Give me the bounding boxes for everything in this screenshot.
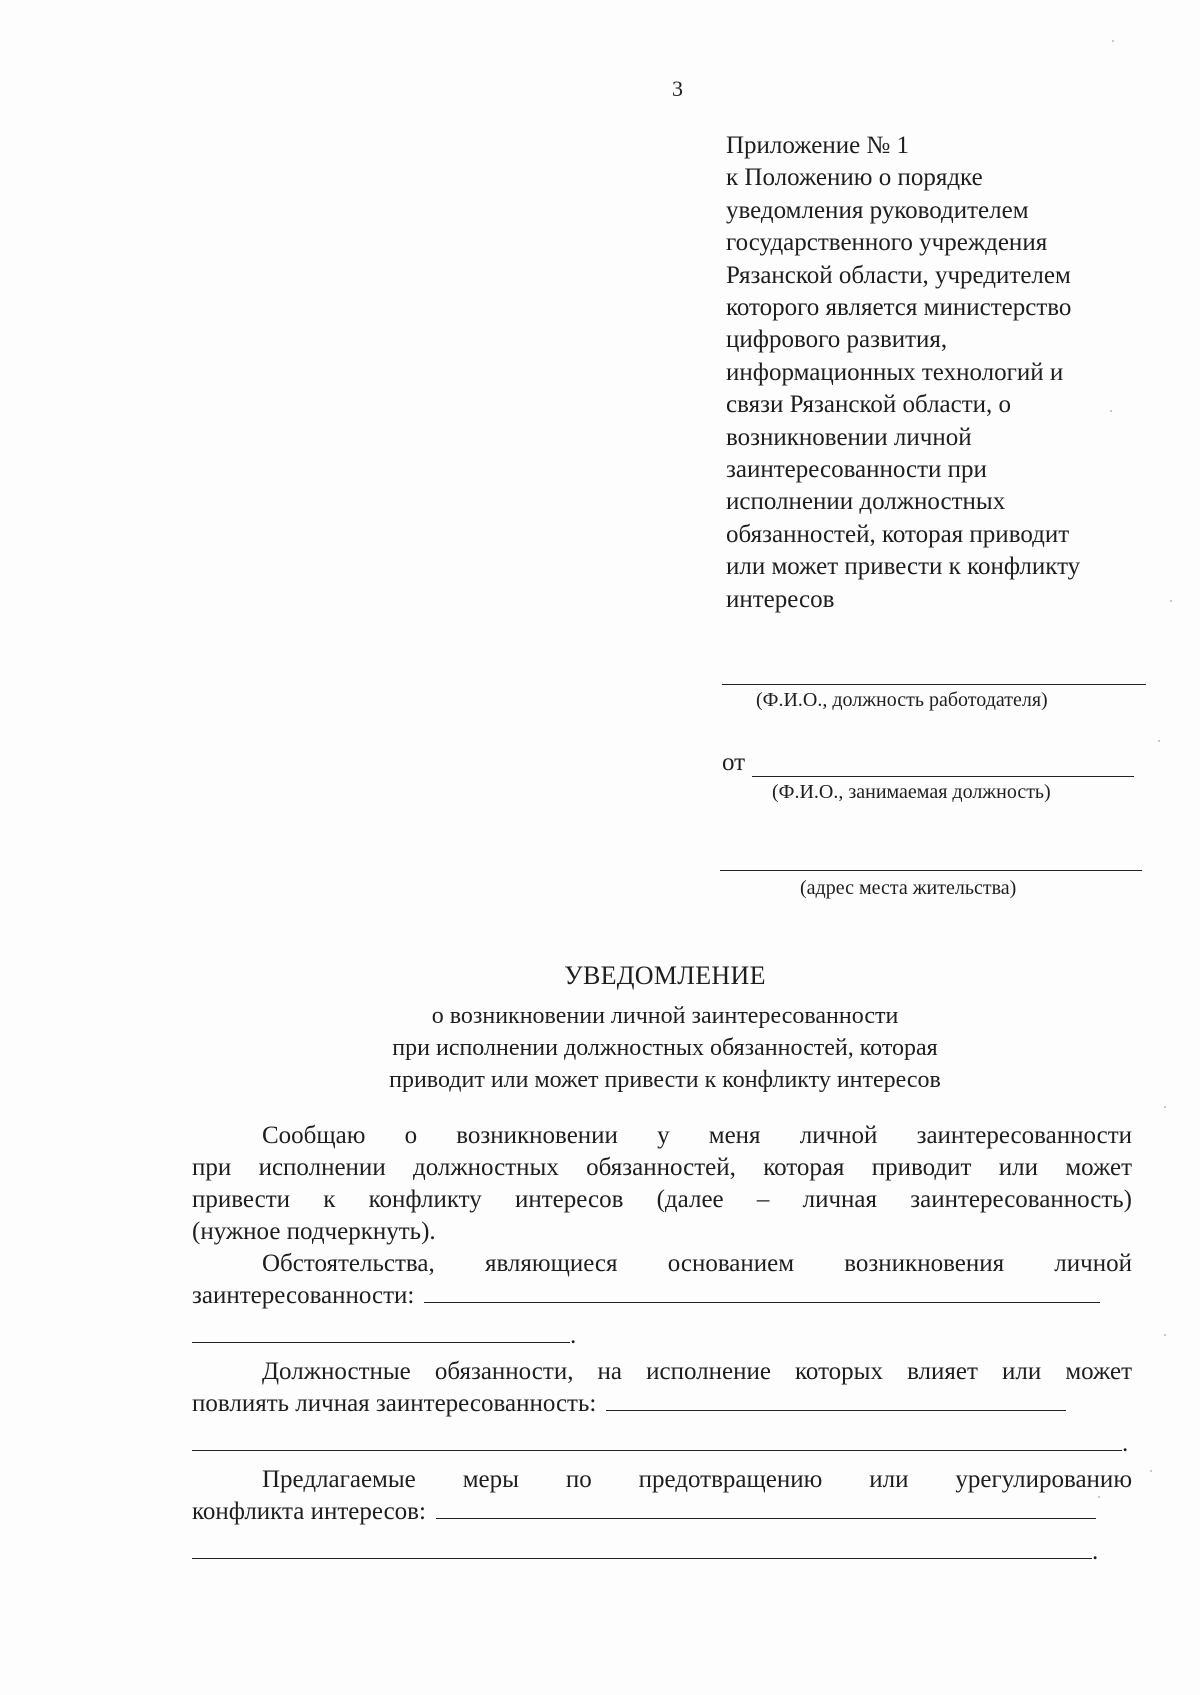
body-line: привести к конфликту интересов (далее – личная заинтересованность) [192,1186,1132,1213]
duties-fill-line[interactable] [606,1388,1066,1411]
measures-end: . [1092,1538,1099,1565]
appendix-line: уведомления руководителем [726,196,1029,224]
scan-speck [1098,1496,1100,1498]
appendix-line: к Положению о порядке [726,164,983,192]
scan-speck [1170,600,1172,602]
scan-speck [1164,1106,1166,1108]
document-subtitle [0,1000,1200,1096]
circumstances-label: заинтересованности: [192,1282,415,1309]
appendix-header [726,130,1146,616]
circumstances-end: . [570,1322,577,1349]
circumstances-fill-line-2[interactable] [192,1320,570,1343]
body-line: Должностные обязанности, на исполнение которых влияет или может [262,1358,1132,1385]
appendix-line: исполнении должностных [726,488,1006,516]
sender-fill-line[interactable] [752,776,1134,777]
appendix-line: интересов [726,585,835,613]
body-line: (нужное подчеркнуть). [192,1218,436,1245]
duties-row-2 [192,1428,1132,1460]
duties-fill-line-2[interactable] [192,1428,1122,1451]
appendix-line: цифрового развития, [726,326,948,354]
sender-caption: (Ф.И.О., занимаемая должность) [772,781,1051,803]
document-body [192,1120,1132,1568]
circumstances-row [192,1280,1132,1312]
appendix-line: государственного учреждения [726,229,1048,257]
employer-fill-line[interactable] [722,684,1146,685]
appendix-line: связи Рязанской области, о [726,391,1012,419]
duties-row [192,1388,1132,1420]
body-line: Предлагаемые меры по предотвращению или урегулированию [262,1466,1132,1493]
scan-speck [1164,1334,1166,1336]
circumstances-row-2 [192,1320,1132,1352]
appendix-line: обязанностей, которая приводит [726,520,1070,548]
body-line: при исполнении должностных обязанностей, которая приводит или может [192,1154,1132,1181]
from-label: от [722,749,746,776]
appendix-line: заинтересованности при [726,456,987,484]
measures-fill-line-2[interactable] [192,1536,1092,1559]
address-fill-line[interactable] [720,870,1142,871]
address-caption: (адрес места жительства) [800,877,1017,899]
measures-row-2 [192,1536,1132,1568]
subtitle-line: о возникновении личной заинтересованности [431,1003,899,1029]
appendix-line: которого является министерство [726,294,1072,322]
circumstances-fill-line[interactable] [424,1280,1100,1303]
employer-caption: (Ф.И.О., должность работодателя) [756,689,1048,711]
appendix-line: возникновении личной [726,423,972,451]
duties-label: повлиять личная заинтересованность: [192,1390,597,1417]
duties-end: . [1122,1430,1129,1457]
appendix-line: Приложение № 1 [726,132,910,159]
scan-speck [1158,740,1160,742]
measures-label: конфликта интересов: [192,1498,426,1525]
appendix-line: информационных технологий и [726,358,1064,386]
appendix-line: Рязанской области, учредителем [726,261,1071,289]
appendix-line: или может привести к конфликту [726,553,1081,581]
subtitle-line: при исполнении должностных обязанностей, которая [392,1035,938,1061]
subtitle-line: приводит или может привести к конфликту интересов [389,1067,941,1093]
scan-speck [1110,410,1112,412]
body-line: Сообщаю о возникновении у меня личной заинтересованности [262,1122,1132,1149]
measures-fill-line[interactable] [436,1496,1096,1519]
document-title: УВЕДОМЛЕНИЕ [564,961,766,990]
body-line: Обстоятельства, являющиеся основанием возникновения личной [262,1250,1132,1277]
scan-speck [1112,40,1114,42]
scan-speck [1150,1470,1152,1472]
measures-row [192,1496,1132,1528]
page-number: 3 [672,76,683,101]
